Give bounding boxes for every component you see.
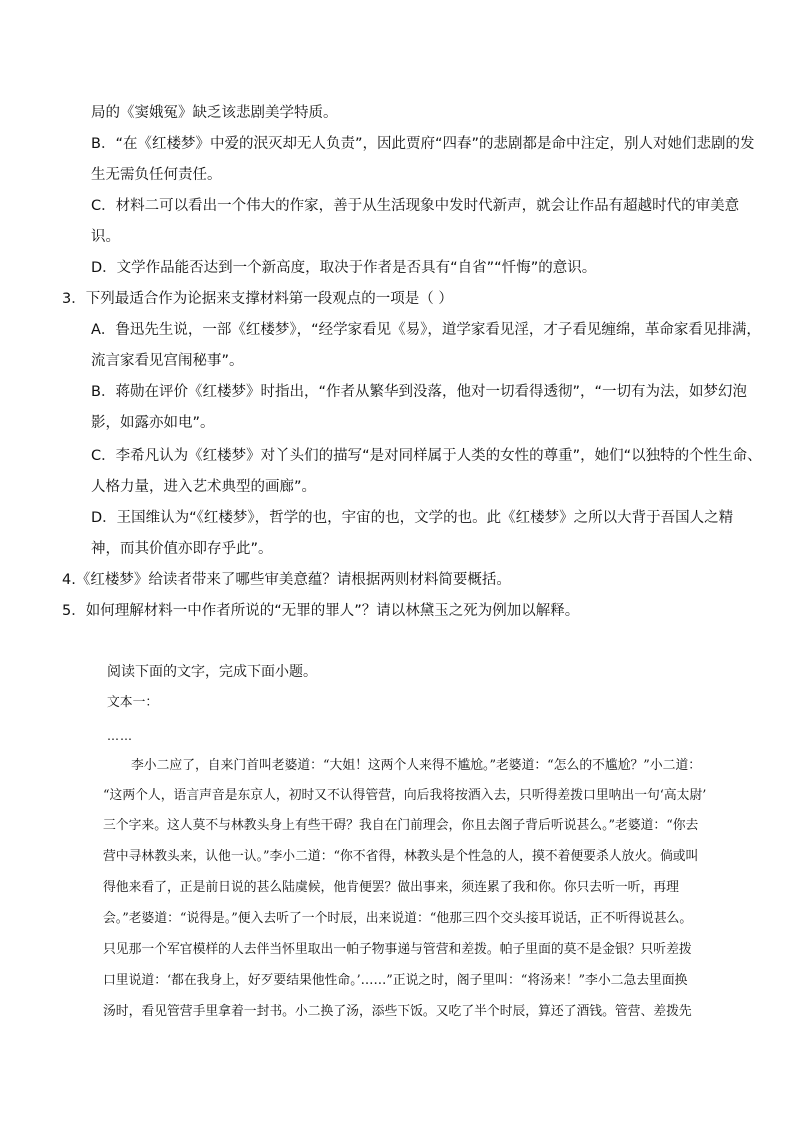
question-2-option-a-tail: 局的《窦娥冤》缺乏该悲剧美学特质。	[91, 105, 338, 121]
passage-line: 得他来看了，正是前日说的甚么陆虞候，他肯便罢？做出事来，须连累了我和你。你只去听一听，再理	[103, 880, 679, 895]
question-3-option-b-line-2: 影，如露亦如电”。	[91, 415, 215, 431]
passage-line: 口里说道：‘都在我身上，好歹要结果他性命。’……”正说之时，阁子里叫：“将汤来！”李小二急去里面换	[103, 973, 688, 988]
passage-line: 李小二应了，自来门首叫老婆道：“大姐！这两个人来得不尴尬。”老婆道：“怎么的不尴尬？”小二道：	[131, 758, 702, 773]
passage-line: 会。”老婆道：“说得是。”便入去听了一个时辰，出来说道：“他那三四个交头接耳说话，正不听得说甚么。	[103, 911, 693, 926]
question-2-option-c-line-2: 识。	[91, 229, 120, 245]
question-3-option-b-line-1: B．蒋勋在评价《红楼梦》时指出，“作者从繁华到没落，他对一切看得透彻”，“一切有为法，如梦幻泡	[91, 384, 747, 400]
passage-line: 汤时，看见管营手里拿着一封书。小二换了汤，添些下饭。又吃了半个时辰，算还了酒钱。管营、差拨先	[103, 1004, 692, 1019]
question-2-option-d: D．文学作品能否达到一个新高度，取决于作者是否具有“自省”“忏悔”的意识。	[91, 260, 597, 276]
question-3-option-a-line-2: 流言家看见宫闱秘事”。	[91, 353, 244, 369]
question-2-option-c-line-1: C．材料二可以看出一个伟大的作家，善于从生活现象中发时代新声，就会让作品有超越时代的审美意	[91, 198, 740, 214]
question-4: 4.《红楼梦》给读者带来了哪些审美意蕴？请根据两则材料简要概括。	[62, 572, 511, 588]
question-3-option-c-line-2: 人格力量，进入艺术典型的画廊”。	[91, 479, 317, 495]
reading-intro: 阅读下面的文字，完成下面小题。	[107, 664, 317, 680]
question-3-option-a-line-1: A．鲁迅先生说，一部《红楼梦》，“经学家看见《易》，道学家看见淫，才子看见缠绵，革命家看见排满，	[91, 322, 761, 338]
question-2-option-b-line-1: B．“在《红楼梦》中爱的泯灭却无人负责”，因此贾府“四春”的悲剧都是命中注定，别人对她们悲剧的发	[91, 136, 755, 152]
passage-line: 只见那一个军官模样的人去伴当怀里取出一帕子物事递与管营和差拨。帕子里面的莫不是金银？只听差拨	[103, 942, 692, 957]
question-2-option-b-line-2: 生无需负任何责任。	[91, 167, 222, 183]
passage-line: 营中寻林教头来，认他一认。”李小二道：“你不省得，林教头是个性急的人，摸不着便要杀人放火。倘或叫	[103, 849, 699, 864]
passage-ellipsis: ……	[107, 729, 133, 743]
passage-line: 三个字来。这人莫不与林教头身上有些干碍？我自在门前理会，你且去阁子背后听说甚么。”老婆道：“你去	[103, 818, 699, 833]
question-3-option-c-line-1: C．李希凡认为《红楼梦》对丫头们的描写“是对同样属于人类的女性的尊重”，她们“以独特的个性生命、	[91, 448, 762, 464]
question-3-stem: 3．下列最适合作为论据来支撑材料第一段观点的一项是（ ）	[62, 291, 453, 307]
text-one-label: 文本一：	[107, 695, 159, 710]
question-3-option-d-line-1: D．王国维认为“《红楼梦》，哲学的也，宇宙的也，文学的也。此《红楼梦》之所以大背于吾国人之精	[91, 510, 734, 526]
question-5: 5．如何理解材料一中作者所说的“无罪的罪人”？请以林黛玉之死为例加以解释。	[62, 603, 580, 619]
question-3-option-d-line-2: 神，而其价值亦即存乎此”。	[91, 541, 273, 557]
passage-line: “这两个人，语言声音是东京人，初时又不认得管营，向后我将按酒入去，只听得差拨口里呐出一句‘高太尉’	[103, 788, 707, 803]
